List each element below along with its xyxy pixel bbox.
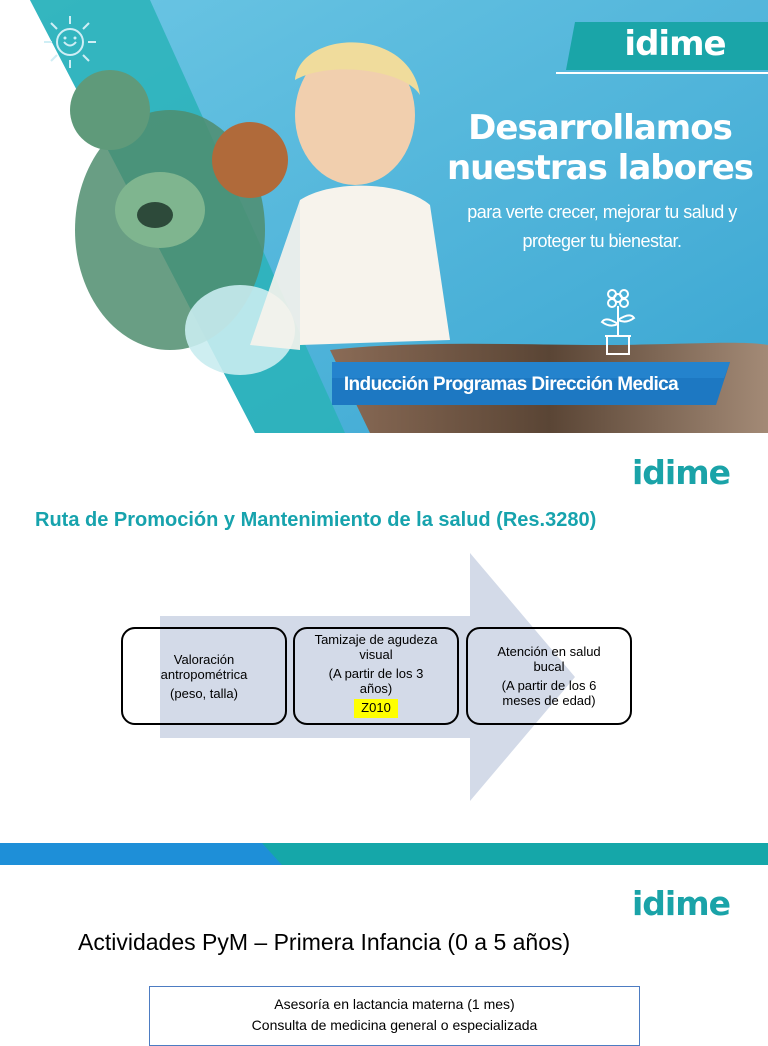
step-text: meses de edad) xyxy=(502,692,596,708)
step-text: bucal xyxy=(533,658,565,674)
step-text: visual xyxy=(359,646,393,662)
step-box-visual-screening xyxy=(293,627,459,725)
route-slide xyxy=(0,433,768,843)
activity-item: Consulta de medicina general o especializada xyxy=(251,1017,538,1033)
flower-pot-icon xyxy=(598,286,638,358)
headline-line: Desarrollamos xyxy=(468,108,732,148)
banner-subtitle xyxy=(440,198,764,256)
step-text: (A partir de los 3 xyxy=(328,666,424,681)
step-text: (peso, talla) xyxy=(170,686,238,701)
step-text: Atención en salud xyxy=(497,644,601,659)
subtitle-line: proteger tu bienestar. xyxy=(522,231,682,251)
activity-item: Asesoría en lactancia materna (1 mes) xyxy=(274,996,515,1012)
step-text: Tamizaje de agudeza xyxy=(314,632,438,647)
subtitle-line: para verte crecer, mejorar tu salud y xyxy=(467,202,737,222)
brand-logo: idime xyxy=(632,884,731,923)
slide-divider xyxy=(0,843,768,865)
slide-title: Ruta de Promoción y Mantenimiento de la salud (Res.3280) xyxy=(35,509,597,531)
step-text: años) xyxy=(359,680,393,696)
step-text: (A partir de los 6 xyxy=(501,678,597,693)
step-text: antropométrica xyxy=(160,666,248,682)
diagnosis-code-badge: Z010 xyxy=(354,699,398,718)
banner-headline xyxy=(440,108,760,188)
sun-icon xyxy=(40,12,100,72)
step-box-oral-health xyxy=(466,627,632,725)
activities-panel xyxy=(149,986,640,1046)
step-box-anthropometric xyxy=(121,627,287,725)
activities-slide xyxy=(0,865,768,1033)
ribbon-title: Inducción Programas Dirección Medica xyxy=(343,374,679,395)
brand-logo: idime xyxy=(624,24,726,64)
headline-line: nuestras labores xyxy=(446,148,754,188)
brand-logo: idime xyxy=(632,453,731,492)
step-text: Valoración xyxy=(173,652,235,667)
banner-slide xyxy=(0,0,768,433)
slide-title: Actividades PyM – Primera Infancia (0 a 5 años) xyxy=(78,929,571,955)
